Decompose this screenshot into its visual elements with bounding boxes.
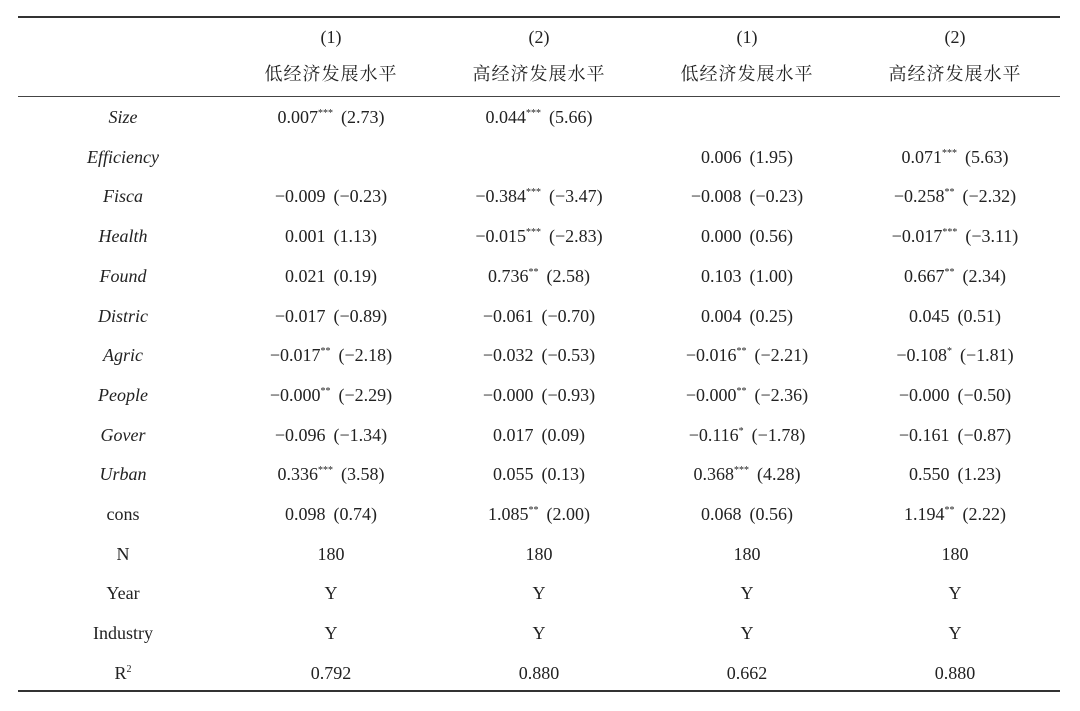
table-row [18, 658, 1060, 688]
table-row [18, 499, 1060, 529]
row-label [58, 261, 188, 291]
row-label [58, 221, 188, 251]
coefficient: Y [948, 583, 962, 604]
coefficient: 0.045 [909, 305, 950, 326]
row-label-text: Year [106, 583, 140, 604]
model-number: (1) [736, 27, 758, 47]
coefficient: 0.368 [693, 464, 734, 485]
t-statistic: (2.00) [546, 504, 590, 524]
row-label-text: Urban [99, 464, 147, 485]
t-statistic: (1.13) [333, 226, 377, 247]
coefficient: Y [740, 583, 754, 604]
table-row [18, 380, 1060, 410]
coefficient: 1.085 [488, 504, 529, 524]
estimate-cell [850, 102, 1060, 132]
coefficient: −0.017 [274, 305, 326, 326]
estimate-cell [642, 499, 852, 529]
significance-stars: ** [944, 187, 955, 199]
group-label: 低经济发展水平 [680, 64, 814, 85]
estimate-cell [226, 261, 436, 291]
row-label-text: cons [106, 504, 140, 524]
coefficient: 0.071 [901, 146, 942, 167]
estimate-cell [642, 142, 852, 172]
estimate-cell [642, 420, 852, 450]
significance-stars: *** [526, 187, 541, 199]
t-statistic: (−3.11) [965, 226, 1019, 247]
row-label-text: Efficiency [87, 146, 159, 167]
t-statistic: (0.56) [749, 504, 793, 524]
row-label-text: Agric [103, 345, 143, 366]
significance-stars: *** [942, 147, 957, 159]
coefficient: 180 [733, 543, 761, 564]
estimate-cell [642, 380, 852, 410]
t-statistic: (0.19) [333, 265, 377, 286]
t-statistic: (0.51) [957, 305, 1001, 326]
coefficient: 0.000 [701, 226, 742, 247]
group-label: 高经济发展水平 [472, 64, 606, 85]
coefficient: −0.258 [893, 186, 945, 207]
coefficient: 0.001 [285, 226, 326, 247]
significance-stars: ** [736, 385, 747, 397]
t-statistic: (1.95) [749, 146, 793, 167]
significance-stars: ** [528, 266, 539, 278]
estimate-cell [226, 578, 436, 608]
estimate-cell [434, 340, 644, 370]
estimate-cell [642, 102, 852, 132]
estimate-cell [434, 420, 644, 450]
row-label-text: Found [99, 265, 147, 286]
estimate-cell [850, 420, 1060, 450]
t-statistic: (5.63) [965, 146, 1009, 167]
coefficient: Y [740, 623, 754, 644]
estimate-cell [226, 181, 436, 211]
coefficient: 0.006 [701, 146, 742, 167]
estimate-cell [226, 459, 436, 489]
header-group-row [18, 60, 1060, 90]
estimate-cell [642, 539, 852, 569]
coefficient: 0.550 [909, 464, 950, 485]
t-statistic: (0.09) [541, 424, 585, 445]
significance-stars: *** [942, 227, 958, 239]
coefficient: −0.108 [896, 345, 947, 366]
coefficient: −0.032 [482, 345, 534, 366]
row-label-text: Size [108, 107, 138, 127]
significance-stars: ** [320, 346, 331, 358]
t-statistic: (2.73) [341, 107, 385, 127]
t-statistic: (−0.89) [333, 305, 388, 326]
group-label: 低经济发展水平 [264, 64, 398, 85]
t-statistic: (0.74) [333, 504, 377, 524]
estimate-cell [226, 142, 436, 172]
significance-stars: * [947, 346, 952, 358]
t-statistic: (−2.32) [962, 186, 1017, 207]
estimate-cell [850, 221, 1060, 251]
estimate-cell [642, 301, 852, 331]
estimate-cell [434, 658, 644, 688]
group-label: 高经济发展水平 [888, 64, 1022, 85]
estimate-cell [434, 221, 644, 251]
estimate-cell [434, 261, 644, 291]
estimate-cell [642, 221, 852, 251]
row-label [58, 181, 188, 211]
t-statistic: (0.25) [749, 305, 793, 326]
row-label-text: Gover [100, 424, 146, 445]
coefficient: Y [532, 623, 546, 644]
table-row [18, 459, 1060, 489]
coefficient: 0.736 [488, 265, 529, 286]
t-statistic: (−2.21) [754, 345, 809, 366]
row-label-text: Distric [97, 305, 148, 326]
estimate-cell [850, 340, 1060, 370]
table-row [18, 102, 1060, 132]
coefficient: −0.116 [688, 424, 739, 445]
estimate-cell [642, 181, 852, 211]
significance-stars: *** [526, 108, 541, 119]
estimate-cell [434, 102, 644, 132]
estimate-cell [226, 420, 436, 450]
row-label-text: Health [98, 226, 148, 247]
coefficient: 0.068 [701, 504, 742, 524]
estimate-cell [850, 499, 1060, 529]
significance-stars: ** [320, 385, 331, 397]
estimate-cell [434, 539, 644, 569]
coefficient: 0.004 [701, 305, 742, 326]
estimate-cell [226, 340, 436, 370]
t-statistic: (1.23) [957, 464, 1001, 485]
table-row [18, 301, 1060, 331]
coefficient: −0.061 [482, 305, 534, 326]
model-number: (2) [944, 27, 966, 47]
estimate-cell [850, 142, 1060, 172]
coefficient: Y [324, 583, 338, 604]
coefficient: 0.017 [493, 424, 534, 445]
row-label [58, 658, 188, 688]
coefficient: 180 [317, 543, 345, 564]
t-statistic: (−2.29) [338, 384, 393, 405]
coefficient: Y [532, 583, 546, 604]
row-label-text: People [98, 384, 148, 405]
estimate-cell [642, 340, 852, 370]
estimate-cell [226, 618, 436, 648]
estimate-cell [850, 578, 1060, 608]
coefficient: 0.336 [277, 464, 318, 485]
estimate-cell [434, 618, 644, 648]
estimate-cell [226, 301, 436, 331]
coefficient: 0.792 [310, 662, 352, 683]
estimate-cell [642, 261, 852, 291]
estimate-cell [226, 221, 436, 251]
significance-stars: ** [944, 505, 955, 516]
row-label [58, 301, 188, 331]
t-statistic: (−1.78) [751, 424, 806, 445]
table-row [18, 181, 1060, 211]
coefficient: Y [324, 623, 338, 644]
coefficient: 0.103 [701, 265, 742, 286]
estimate-cell [434, 578, 644, 608]
coefficient: Y [948, 623, 962, 644]
significance-stars: *** [318, 108, 333, 119]
row-label-text: Fisca [103, 186, 143, 207]
estimate-cell [642, 658, 852, 688]
estimate-cell [434, 499, 644, 529]
t-statistic: (2.22) [962, 504, 1006, 524]
row-label [58, 142, 188, 172]
t-statistic: (1.00) [749, 265, 793, 286]
table-row [18, 142, 1060, 172]
coefficient: 0.662 [726, 662, 768, 683]
coefficient: 180 [941, 543, 969, 564]
row-label [58, 578, 188, 608]
coefficient: 0.055 [493, 464, 534, 485]
coefficient: −0.384 [475, 186, 526, 207]
table-row [18, 261, 1060, 291]
coefficient: 0.044 [485, 107, 526, 127]
t-statistic: (2.34) [962, 265, 1006, 286]
coefficient: −0.161 [898, 424, 950, 445]
t-statistic: (−2.83) [549, 226, 603, 247]
table-row [18, 578, 1060, 608]
t-statistic: (5.66) [549, 107, 593, 127]
model-number: (2) [528, 27, 550, 47]
estimate-cell [434, 301, 644, 331]
table-bottom-rule [18, 690, 1060, 692]
row-label [58, 539, 188, 569]
row-label [58, 420, 188, 450]
significance-stars: *** [318, 465, 333, 477]
coefficient: −0.017 [269, 345, 321, 366]
header-model-row [18, 22, 1060, 52]
row-label-superscript: 2 [126, 663, 132, 675]
coefficient: 0.880 [934, 662, 976, 683]
estimate-cell [642, 578, 852, 608]
coefficient: 0.007 [277, 107, 318, 127]
significance-stars: * [738, 425, 744, 437]
t-statistic: (−2.18) [338, 345, 393, 366]
coefficient: −0.009 [274, 186, 326, 207]
t-statistic: (−0.93) [541, 384, 596, 405]
t-statistic: (−1.81) [960, 345, 1014, 366]
significance-stars: *** [526, 227, 541, 239]
estimate-cell [434, 181, 644, 211]
estimate-cell [226, 658, 436, 688]
table-row [18, 221, 1060, 251]
row-label [58, 102, 188, 132]
coefficient: 0.880 [518, 662, 560, 683]
estimate-cell [434, 142, 644, 172]
coefficient: −0.015 [475, 226, 526, 247]
coefficient: −0.017 [891, 226, 943, 247]
t-statistic: (0.13) [541, 464, 585, 485]
row-label-text: N [116, 543, 130, 564]
t-statistic: (−1.34) [333, 424, 388, 445]
estimate-cell [434, 380, 644, 410]
estimate-cell [850, 618, 1060, 648]
estimate-cell [850, 380, 1060, 410]
coefficient: −0.096 [274, 424, 326, 445]
row-label [58, 340, 188, 370]
coefficient: 180 [525, 543, 553, 564]
estimate-cell [850, 459, 1060, 489]
estimate-cell [850, 658, 1060, 688]
t-statistic: (−0.87) [957, 424, 1012, 445]
row-label [58, 499, 188, 529]
coefficient: −0.000 [898, 384, 950, 405]
table-row [18, 539, 1060, 569]
t-statistic: (0.56) [749, 226, 793, 247]
coefficient: 0.098 [285, 504, 326, 524]
header-rule [18, 96, 1060, 97]
model-number: (1) [320, 27, 342, 47]
t-statistic: (−0.50) [957, 384, 1012, 405]
t-statistic: (−0.70) [541, 305, 596, 326]
table-top-rule [18, 16, 1060, 18]
significance-stars: ** [528, 505, 539, 516]
t-statistic: (−0.23) [749, 186, 804, 207]
estimate-cell [642, 618, 852, 648]
estimate-cell [850, 261, 1060, 291]
row-label [58, 380, 188, 410]
estimate-cell [850, 181, 1060, 211]
coefficient: 1.194 [904, 504, 945, 524]
row-label [58, 618, 188, 648]
coefficient: −0.000 [685, 384, 737, 405]
table-row [18, 340, 1060, 370]
significance-stars: ** [736, 346, 747, 358]
estimate-cell [226, 499, 436, 529]
t-statistic: (−3.47) [549, 186, 603, 207]
coefficient: 0.667 [904, 265, 945, 286]
significance-stars: ** [944, 266, 955, 278]
row-label-text: Industry [93, 623, 153, 644]
estimate-cell [642, 459, 852, 489]
row-label-text: R [114, 662, 127, 683]
estimate-cell [850, 539, 1060, 569]
coefficient: −0.008 [690, 186, 742, 207]
estimate-cell [850, 301, 1060, 331]
table-row [18, 420, 1060, 450]
row-label [58, 459, 188, 489]
table-row [18, 618, 1060, 648]
estimate-cell [434, 459, 644, 489]
estimate-cell [226, 102, 436, 132]
coefficient: −0.016 [685, 345, 737, 366]
t-statistic: (−2.36) [754, 384, 809, 405]
t-statistic: (−0.23) [333, 186, 388, 207]
coefficient: −0.000 [269, 384, 321, 405]
t-statistic: (−0.53) [541, 345, 596, 366]
t-statistic: (3.58) [341, 464, 385, 485]
estimate-cell [226, 380, 436, 410]
estimate-cell [226, 539, 436, 569]
coefficient: −0.000 [482, 384, 534, 405]
significance-stars: *** [734, 465, 749, 477]
coefficient: 0.021 [285, 265, 326, 286]
t-statistic: (2.58) [546, 265, 590, 286]
t-statistic: (4.28) [757, 464, 801, 485]
